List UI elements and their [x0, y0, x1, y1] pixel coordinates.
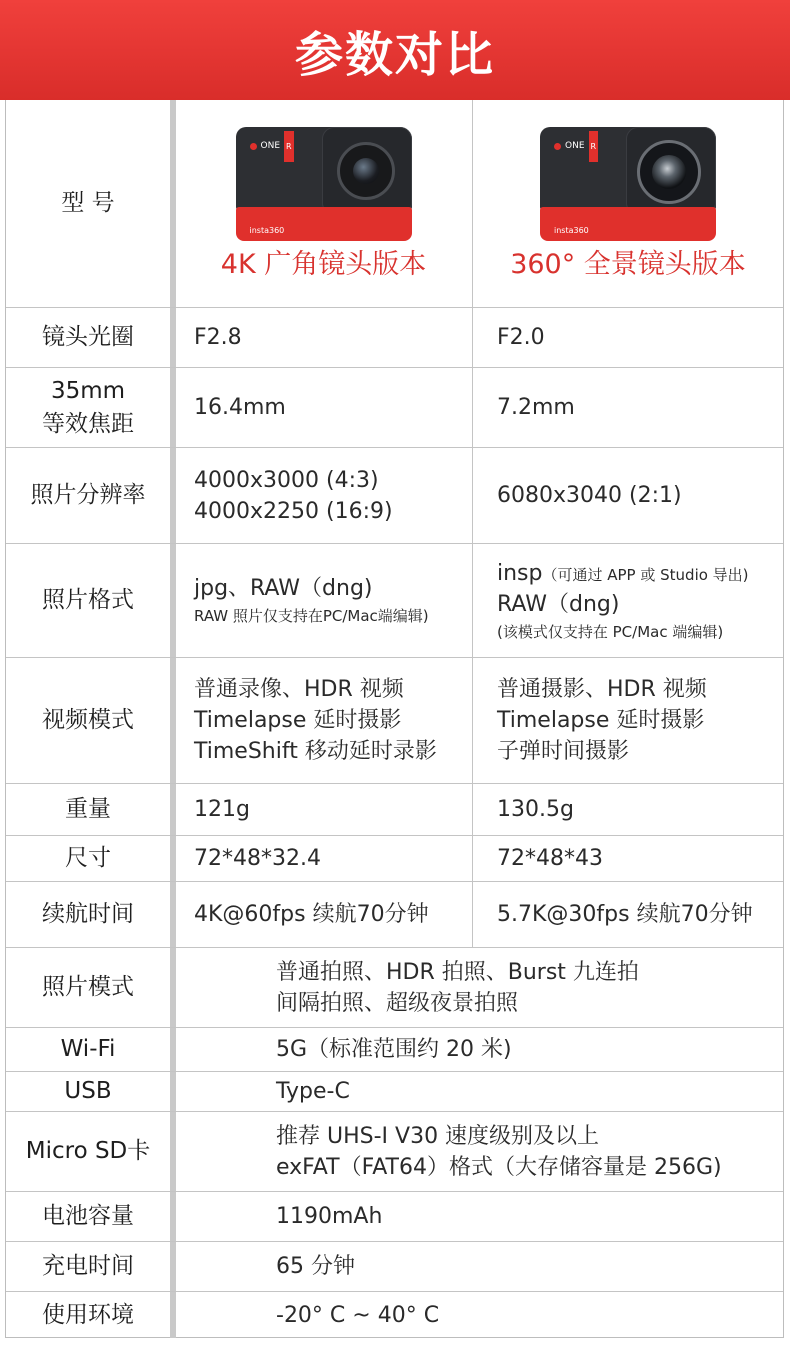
value-shared: -20° C ~ 40° C — [276, 1302, 440, 1328]
table-row-weight — [6, 784, 783, 836]
model-cell-4k — [181, 100, 466, 307]
table-row-usb — [6, 1072, 783, 1112]
model-name-4k: 4K 广角镜头版本 — [220, 249, 427, 280]
row-label: 照片格式 — [42, 587, 134, 613]
row-label: Wi-Fi — [60, 1036, 116, 1062]
table-row-micro-sd — [6, 1112, 783, 1192]
value-360: 72*48*43 — [497, 846, 603, 871]
value-4k: 72*48*32.4 — [194, 846, 321, 871]
value-shared: 推荐 UHS-I V30 速度级别及以上 exFAT（FAT64）格式（大存储容量是 256G) — [276, 1123, 722, 1180]
value-shared: 65 分钟 — [276, 1254, 355, 1279]
table-row-focal-length — [6, 368, 783, 448]
table-row-aperture — [6, 308, 783, 368]
table-row-environment — [6, 1292, 783, 1338]
value-4k: F2.8 — [194, 325, 242, 350]
table-row-battery-capacity — [6, 1192, 783, 1242]
row-label: 充电时间 — [42, 1253, 134, 1279]
camera-brand: insta360 — [554, 226, 589, 235]
value-4k: 4000x3000 (4:3) 4000x2250 (16:9) — [194, 467, 393, 524]
row-label: 35mm 等效焦距 — [42, 377, 134, 437]
model-name-360: 360° 全景镜头版本 — [510, 249, 746, 280]
table-row-model — [6, 100, 783, 308]
row-label: 视频模式 — [42, 707, 134, 733]
table-row-wifi — [6, 1028, 783, 1072]
table-row-charge-time — [6, 1242, 783, 1292]
camera-badge: ONE R — [250, 139, 294, 153]
row-label: 尺寸 — [65, 845, 111, 871]
page-title: 参数对比 — [294, 26, 495, 83]
table-row-size — [6, 836, 783, 882]
value-shared: Type-C — [276, 1079, 350, 1104]
row-label: 续航时间 — [42, 901, 134, 927]
camera-brand: insta360 — [249, 226, 285, 235]
camera-badge: ONE R — [554, 139, 598, 153]
model-cell-360 — [483, 100, 773, 307]
table-row-photo-mode — [6, 948, 783, 1028]
value-360: 6080x3040 (2:1) — [497, 483, 682, 508]
camera-4k-image — [236, 127, 412, 243]
value-shared: 1190mAh — [276, 1204, 383, 1229]
value-360: 普通摄影、HDR 视频 Timelapse 延时摄影 子弹时间摄影 — [497, 677, 707, 764]
row-label: 照片分辨率 — [30, 482, 146, 508]
table-row-photo-resolution — [6, 448, 783, 544]
row-label: Micro SD卡 — [25, 1138, 151, 1164]
value-4k: 普通录像、HDR 视频 Timelapse 延时摄影 TimeShift 移动延时录影 — [194, 677, 437, 764]
value-4k: 16.4mm — [194, 395, 286, 420]
value-shared: 普通拍照、HDR 拍照、Burst 九连拍 间隔拍照、超级夜景拍照 — [276, 959, 639, 1016]
table-row-video-mode — [6, 658, 783, 784]
row-label: 电池容量 — [42, 1203, 134, 1229]
row-label: 镜头光圈 — [42, 324, 134, 350]
page-header — [0, 0, 790, 100]
value-shared: 5G（标准范围约 20 米) — [276, 1037, 512, 1062]
value-360: 130.5g — [497, 797, 574, 822]
row-label: 重量 — [65, 796, 111, 822]
table-row-battery-life — [6, 882, 783, 948]
row-label: USB — [64, 1078, 112, 1104]
value-360: 7.2mm — [497, 395, 575, 420]
value-4k: jpg、RAW（dng) RAW 照片仅支持在PC/Mac端编辑) — [194, 576, 429, 625]
value-360: insp（可通过 APP 或 Studio 导出) RAW（dng) (该模式仅支持在 PC/Mac 端编辑) — [497, 560, 749, 641]
spec-comparison-table — [5, 100, 784, 1338]
table-row-photo-format — [6, 544, 783, 658]
value-4k: 121g — [194, 797, 250, 822]
row-label: 使用环境 — [42, 1301, 134, 1328]
camera-360-image — [540, 127, 716, 243]
row-label: 照片模式 — [42, 974, 134, 1000]
value-4k: 4K@60fps 续航70分钟 — [194, 902, 429, 927]
value-360: 5.7K@30fps 续航70分钟 — [497, 902, 753, 927]
row-label: 型 号 — [61, 190, 115, 216]
value-360: F2.0 — [497, 325, 545, 350]
